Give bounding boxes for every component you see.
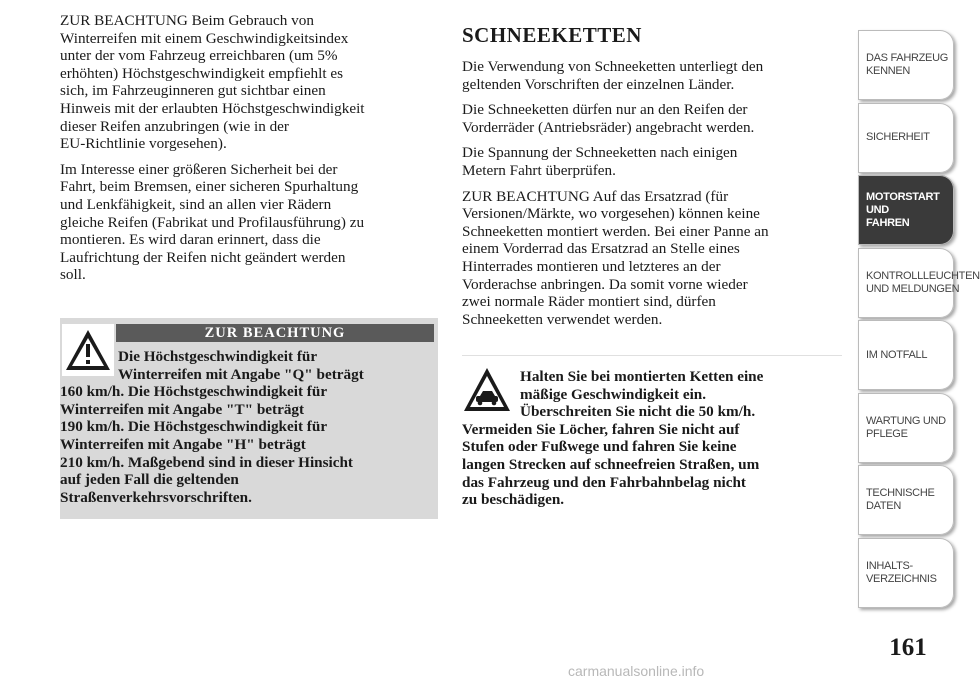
front-wheels-paragraph: Die Schneeketten dürfen nur an den Reifen der Vorderräder (Antriebsräder) angebracht werden. (462, 101, 755, 136)
chapter-tab-label: WARTUNG UND PFLEGE (866, 414, 946, 440)
chapter-tab-label: DAS FAHRZEUG KENNEN (866, 52, 948, 77)
chapter-tab-label: KONTROLLLEUCHTEN UND MELDUNGEN (866, 269, 980, 295)
warning-heading: ZUR BEACHTUNG (116, 324, 434, 342)
spare-wheel-paragraph: ZUR BEACHTUNG Auf das Ersatzrad (für Versionen/Märkte, wo vorgesehen) können keine Schneeketten montiert werden. Bei einer Panne an einem Vorderrad das Ersatzrad an Stelle eines Hinterrades montieren und letzteres an der Vorderachse anbringen. Da somit vorne wieder zwei normale Räder montiert sind, dürfen Schneeketten verwendet werden. (462, 187, 769, 328)
beachtung-winter-tires-paragraph: ZUR BEACHTUNG Beim Gebrauch von Winterreifen mit einem Geschwindigkeitsindex unter der vom Fahrzeug erreichbaren (um 5% erhöhten) Höchstgeschwindigkeit empfiehlt es sich, im Fahrzeuginneren gut sichtbar einen Hinweis mit der erlaubten Höchstgeschwindigkeit dieser Reifen anzubringen (wie in der EU-Richtlinie vorgesehen). (60, 12, 365, 153)
chapter-tab-label: SICHERHEIT (866, 131, 930, 143)
chapter-tab-3[interactable] (858, 175, 954, 245)
tension-check-paragraph: Die Spannung der Schneeketten nach einigen Metern Fahrt überprüfen. (462, 144, 738, 179)
section-title: SCHNEEKETTEN (462, 23, 642, 47)
same-tires-paragraph: Im Interesse einer größeren Sicherheit bei der Fahrt, beim Bremsen, einer sicheren Spurhaltung und Lenkfähigkeit, sind an allen vier Rädern gleiche Reifen (Fabrikat und Profilausführung) zu montieren. Es wird daran erinnert, dass die Laufrichtung der Reifen nicht geändert werden soll. (60, 160, 365, 284)
left-column (60, 12, 440, 292)
warning-text: Die Höchstgeschwindigkeit für Winterreifen mit Angabe "Q" beträgt 160 km/h. Die Höchstgeschwindigkeit für Winterreifen mit Angabe "T" beträgt 190 km/h. Die Höchstgeschwindigkeit für Winterreifen mit Angabe "H" beträgt 210 km/h. Maßgebend sind in dieser Hinsicht auf jeden Fall die geltenden Straßenverkehrsvorschriften. (60, 348, 364, 506)
chapter-tab-label: INHALTS- VERZEICHNIS (866, 559, 937, 585)
chapter-tab-label: MOTORSTART UND FAHREN (866, 190, 940, 229)
chapter-tab-6[interactable] (858, 393, 954, 463)
chapter-tab-label: IM NOTFALL (866, 348, 928, 361)
chapter-tab-4[interactable] (858, 248, 980, 318)
right-column (462, 12, 842, 336)
chapter-tab-8[interactable] (858, 538, 954, 608)
chapter-tab-7[interactable] (858, 465, 954, 535)
snow-chains-rules-paragraph: Die Verwendung von Schneeketten unterliegt den geltenden Vorschriften der einzelnen Länder. (462, 58, 764, 93)
chapter-tab-2[interactable] (858, 103, 954, 173)
chains-driving-note: Halten Sie bei montierten Ketten eine mäßige Geschwindigkeit ein. Überschreiten Sie nicht die 50 km/h. Vermeiden Sie Löcher, fahren Sie nicht auf Stufen oder Fußwege und fahren Sie keine langen Strecken auf schneefreien Straßen, um das Fahrzeug und den Fahrbahnbelag nicht zu beschädigen. (462, 368, 764, 509)
chapter-tab-5[interactable] (858, 320, 954, 390)
chapter-tab-label: TECHNISCHE DATEN (866, 487, 935, 512)
page-number: 161 (889, 634, 927, 661)
chapter-tab-1[interactable] (858, 30, 954, 100)
watermark: carmanualsonline.info (568, 663, 705, 679)
divider (462, 355, 842, 356)
